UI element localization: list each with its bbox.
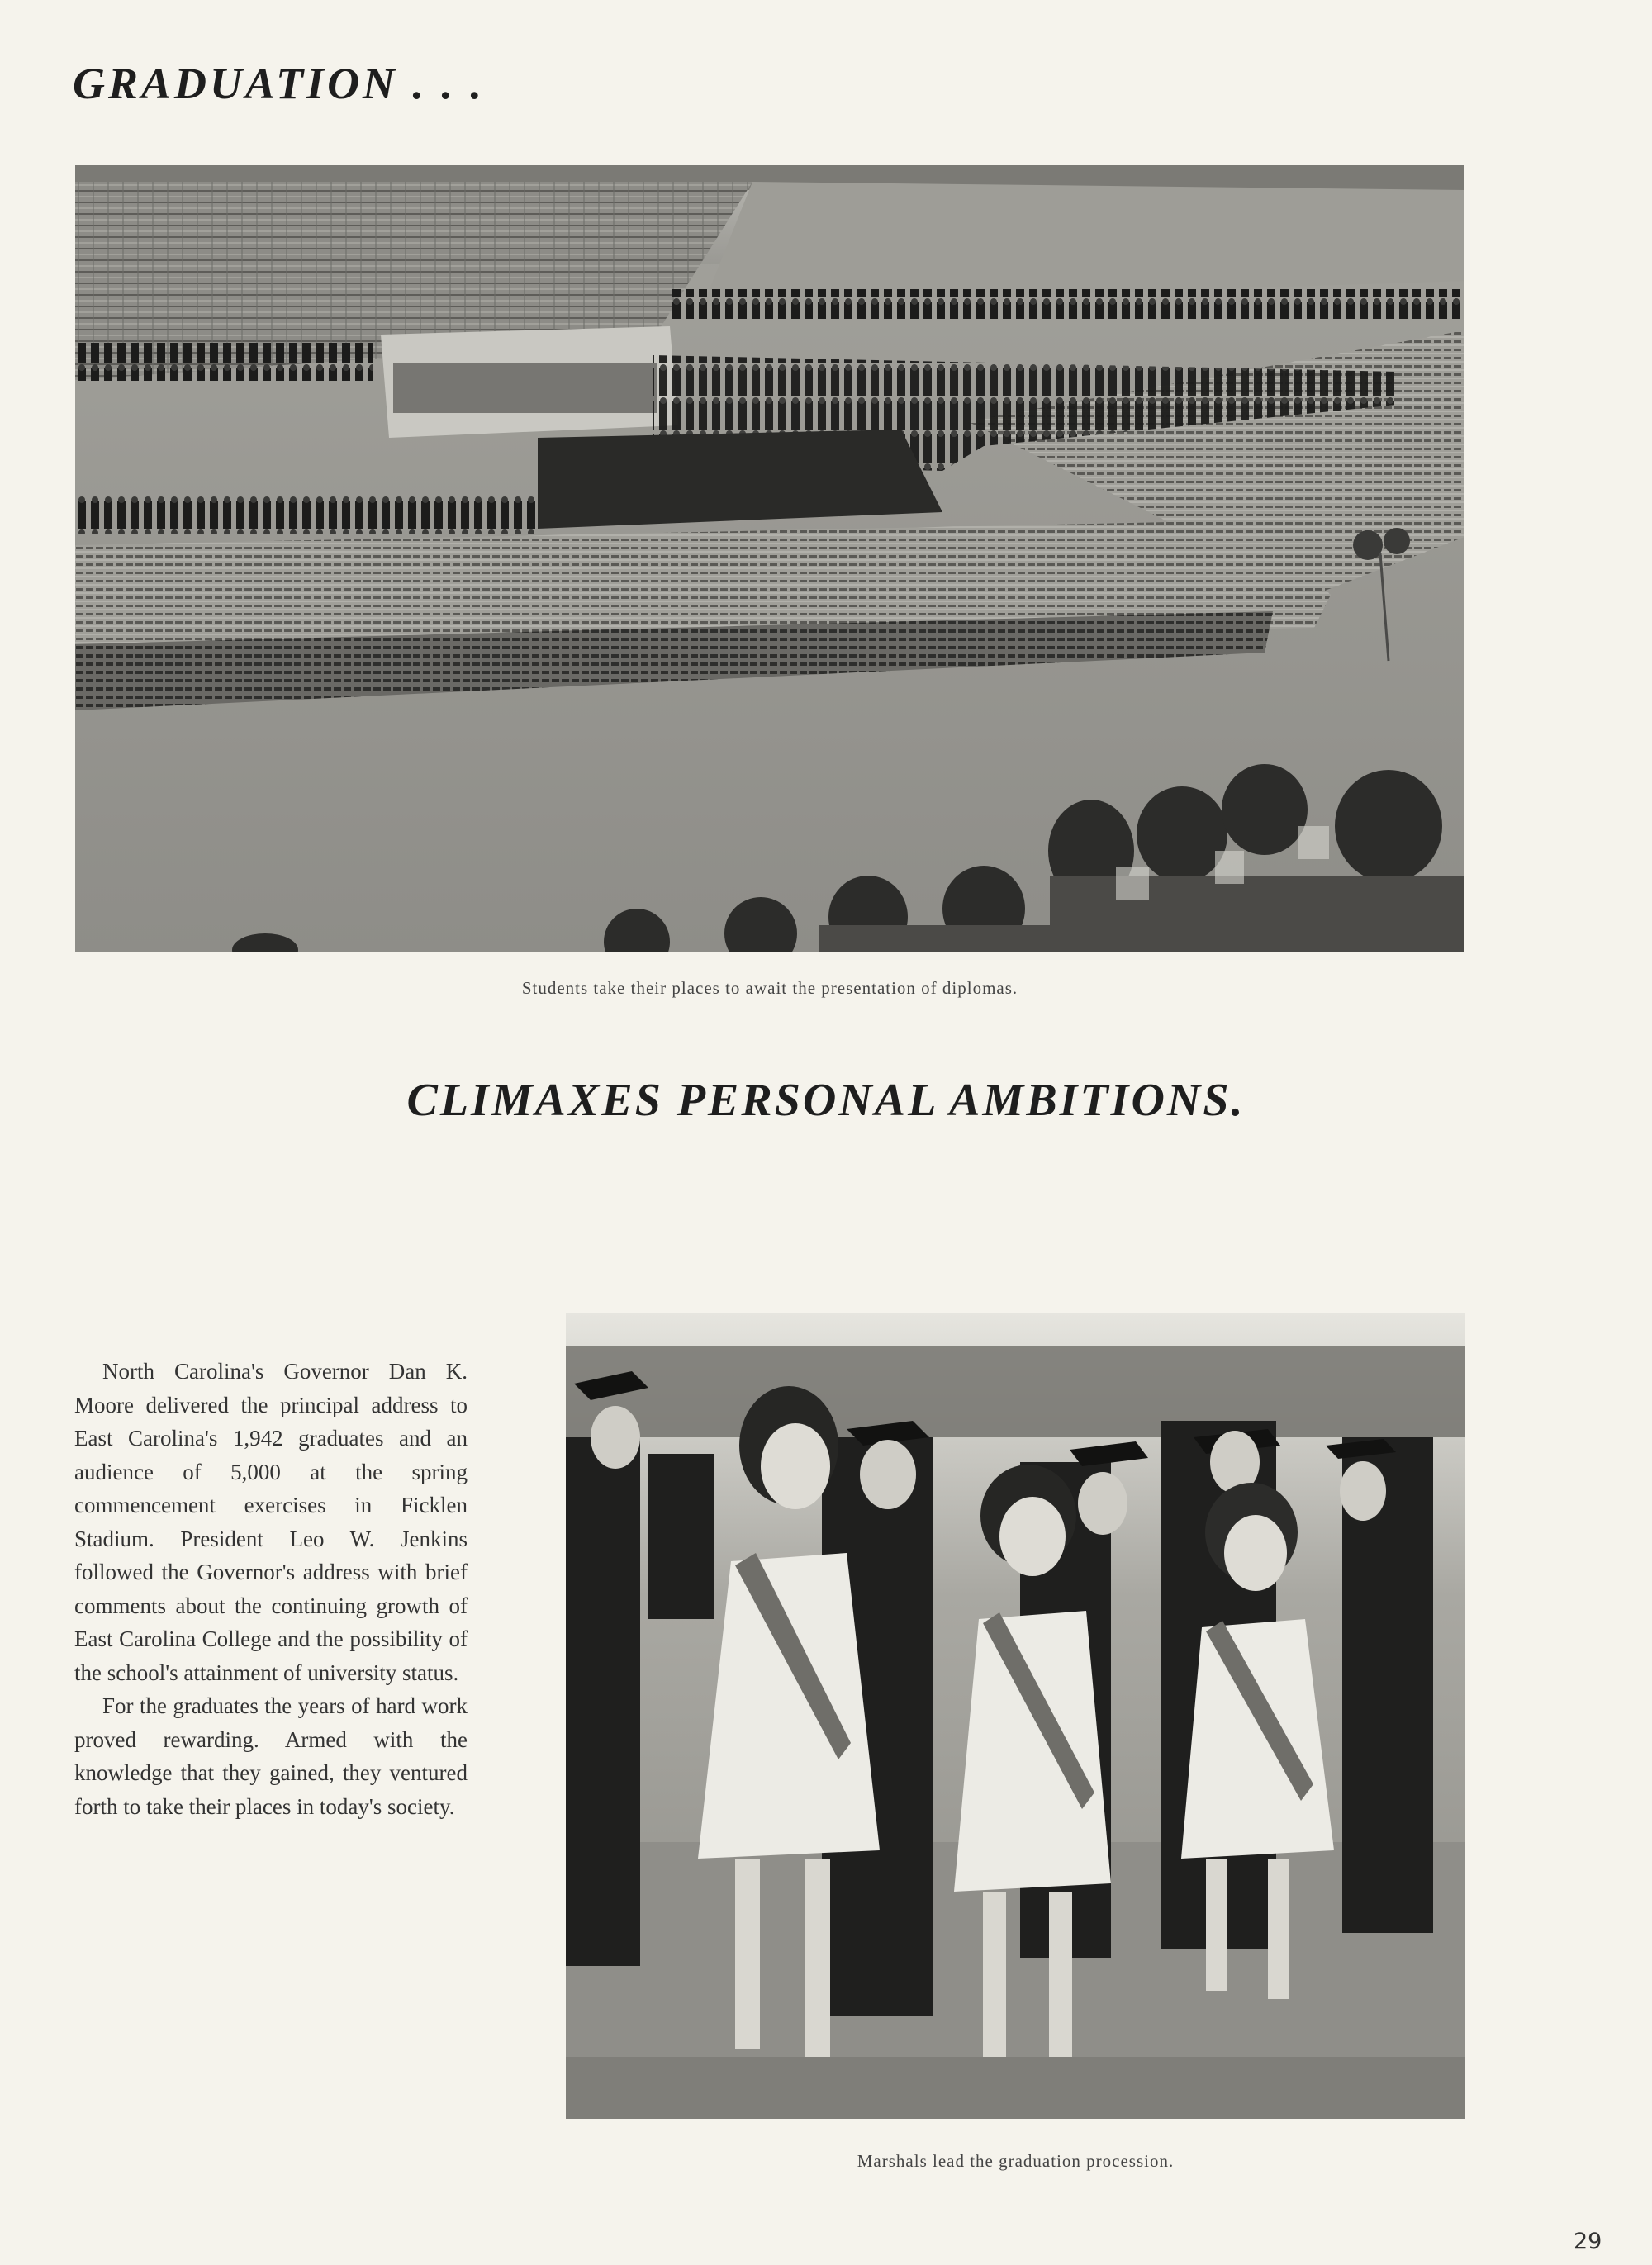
stadium-photo (75, 165, 1464, 952)
marshals-photo-caption: Marshals lead the graduation procession. (857, 2151, 1175, 2171)
article-body (74, 1355, 468, 1823)
marshals-photo (566, 1313, 1465, 2119)
page-number: 29 (1574, 2229, 1602, 2254)
marshals-photo-illustration (566, 1313, 1465, 2119)
article-paragraph: North Carolina's Governor Dan K. Moore delivered the principal address to East Carolina's 1,942 graduates and an audience of 5,000 at the spring commencement exercises in Ficklen Stadium. President Leo W. Jenkins followed the Governor's address with brief comments about the continuing growth of East Carolina College and the possibility of the school's attainment of university status. (74, 1359, 468, 1685)
stadium-photo-illustration (75, 165, 1464, 952)
stadium-photo-caption: Students take their places to await the presentation of diplomas. (521, 978, 1018, 998)
section-subheading: CLIMAXES PERSONAL AMBITIONS. (406, 1075, 1246, 1126)
article-paragraph: For the graduates the years of hard work proved rewarding. Armed with the knowledge that they gained, they ventured forth to take their places in today's society. (74, 1693, 468, 1819)
page-title: GRADUATION . . . (73, 59, 486, 108)
